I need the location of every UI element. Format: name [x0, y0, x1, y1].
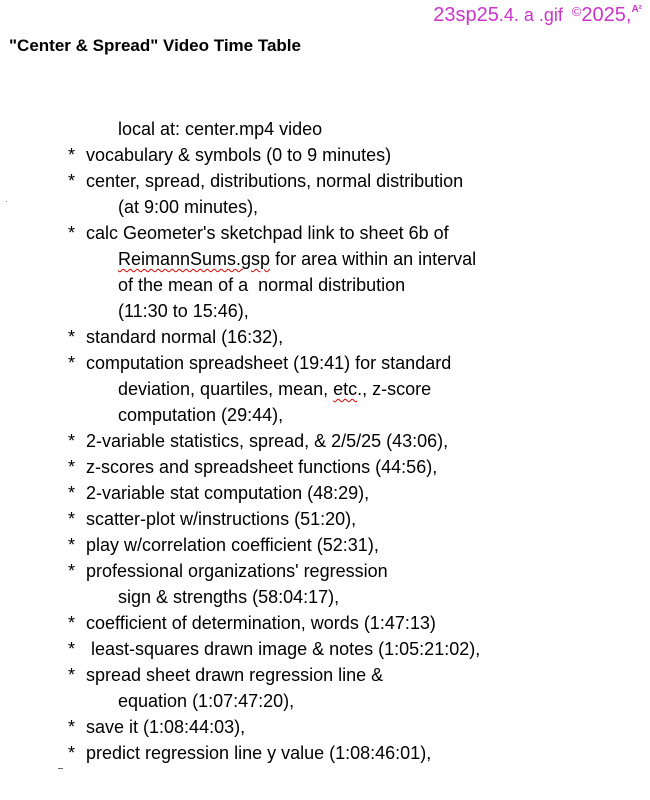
- misspelled-word: ReimannSums.gsp: [118, 249, 271, 269]
- file-header: [433, 4, 642, 27]
- entry-text: coefficient of determination, words (1:47:13): [86, 613, 436, 633]
- entry-text: for area within an interval: [270, 249, 477, 269]
- entry-text: least-squares drawn image & notes (1:05:21:02),: [86, 639, 481, 659]
- time-table-continuation: [68, 246, 638, 272]
- time-table-continuation: [68, 116, 638, 142]
- time-table-entry: [68, 480, 638, 506]
- header-chapter: .4. a .gif: [498, 5, 563, 25]
- bullet-star: *: [68, 145, 76, 165]
- time-table-entry: [68, 428, 638, 454]
- bullet-star: *: [68, 483, 76, 503]
- bullet-star: *: [68, 613, 76, 633]
- bullet-star: *: [68, 171, 76, 191]
- header-year: 2025,: [581, 4, 632, 26]
- time-table-entry: [68, 454, 638, 480]
- time-table-entry: [68, 168, 638, 194]
- misspelled-word: etc: [333, 379, 358, 399]
- entry-text: equation (1:07:47:20),: [118, 691, 295, 711]
- bullet-star: *: [68, 639, 76, 659]
- entry-text: 2-variable statistics, spread, & 2/5/25 (43:06),: [86, 431, 449, 451]
- bullet-star: *: [68, 327, 76, 347]
- bullet-star: *: [68, 665, 76, 685]
- entry-text: of the mean of a normal distribution: [118, 275, 406, 295]
- entry-text: deviation, quartiles, mean,: [118, 379, 334, 399]
- time-table-entry: [68, 506, 638, 532]
- stray-dash: [58, 768, 63, 769]
- entry-text: save it (1:08:44:03),: [86, 717, 246, 737]
- time-table-entry: [68, 142, 638, 168]
- entry-text: local at: center.mp4 video: [118, 119, 323, 139]
- stray-dot: [6, 201, 7, 202]
- document-title: "Center & Spread" Video Time Table: [9, 36, 301, 55]
- time-table-continuation: [68, 376, 638, 402]
- entry-text: calc Geometer's sketchpad link to sheet 6b of: [86, 223, 449, 243]
- time-table-continuation: [68, 194, 638, 220]
- time-table-entry: [68, 740, 638, 766]
- bullet-star: *: [68, 431, 76, 451]
- entry-text: spread sheet drawn regression line &: [86, 665, 384, 685]
- entry-text: 2-variable stat computation (48:29),: [86, 483, 370, 503]
- time-table-list: [68, 116, 638, 766]
- time-table-entry: [68, 662, 638, 688]
- bullet-star: *: [68, 535, 76, 555]
- entry-text: predict regression line y value (1:08:46:01),: [86, 743, 432, 763]
- entry-text: computation spreadsheet (19:41) for standard: [86, 353, 452, 373]
- entry-text: ., z-score: [357, 379, 432, 399]
- entry-text: (at 9:00 minutes),: [118, 197, 259, 217]
- entry-text: play w/correlation coefficient (52:31),: [86, 535, 379, 555]
- header-code: 23sp25: [433, 4, 499, 26]
- time-table-entry: [68, 714, 638, 740]
- time-table-continuation: [68, 584, 638, 610]
- time-table-entry: [68, 324, 638, 350]
- time-table-entry: [68, 350, 638, 376]
- bullet-star: *: [68, 223, 76, 243]
- entry-text: sign & strengths (58:04:17),: [118, 587, 340, 607]
- entry-text: center, spread, distributions, normal distribution: [86, 171, 464, 191]
- entry-text: computation (29:44),: [118, 405, 284, 425]
- time-table-entry: [68, 610, 638, 636]
- time-table-continuation: [68, 402, 638, 428]
- bullet-star: *: [68, 717, 76, 737]
- entry-text: z-scores and spreadsheet functions (44:56),: [86, 457, 438, 477]
- time-table-continuation: [68, 298, 638, 324]
- header-superscript: A²: [631, 4, 642, 15]
- bullet-star: *: [68, 509, 76, 529]
- bullet-star: *: [68, 743, 76, 763]
- entry-text: vocabulary & symbols (0 to 9 minutes): [86, 145, 392, 165]
- time-table-entry: [68, 532, 638, 558]
- entry-text: (11:30 to 15:46),: [118, 301, 249, 321]
- bullet-star: *: [68, 457, 76, 477]
- entry-text: scatter-plot w/instructions (51:20),: [86, 509, 357, 529]
- bullet-star: *: [68, 353, 76, 373]
- bullet-star: *: [68, 561, 76, 581]
- copyright-icon: ©: [571, 4, 582, 19]
- time-table-continuation: [68, 688, 638, 714]
- time-table-entry: [68, 636, 638, 662]
- time-table-entry: [68, 220, 638, 246]
- time-table-continuation: [68, 272, 638, 298]
- entry-text: professional organizations' regression: [86, 561, 388, 581]
- entry-text: standard normal (16:32),: [86, 327, 284, 347]
- time-table-entry: [68, 558, 638, 584]
